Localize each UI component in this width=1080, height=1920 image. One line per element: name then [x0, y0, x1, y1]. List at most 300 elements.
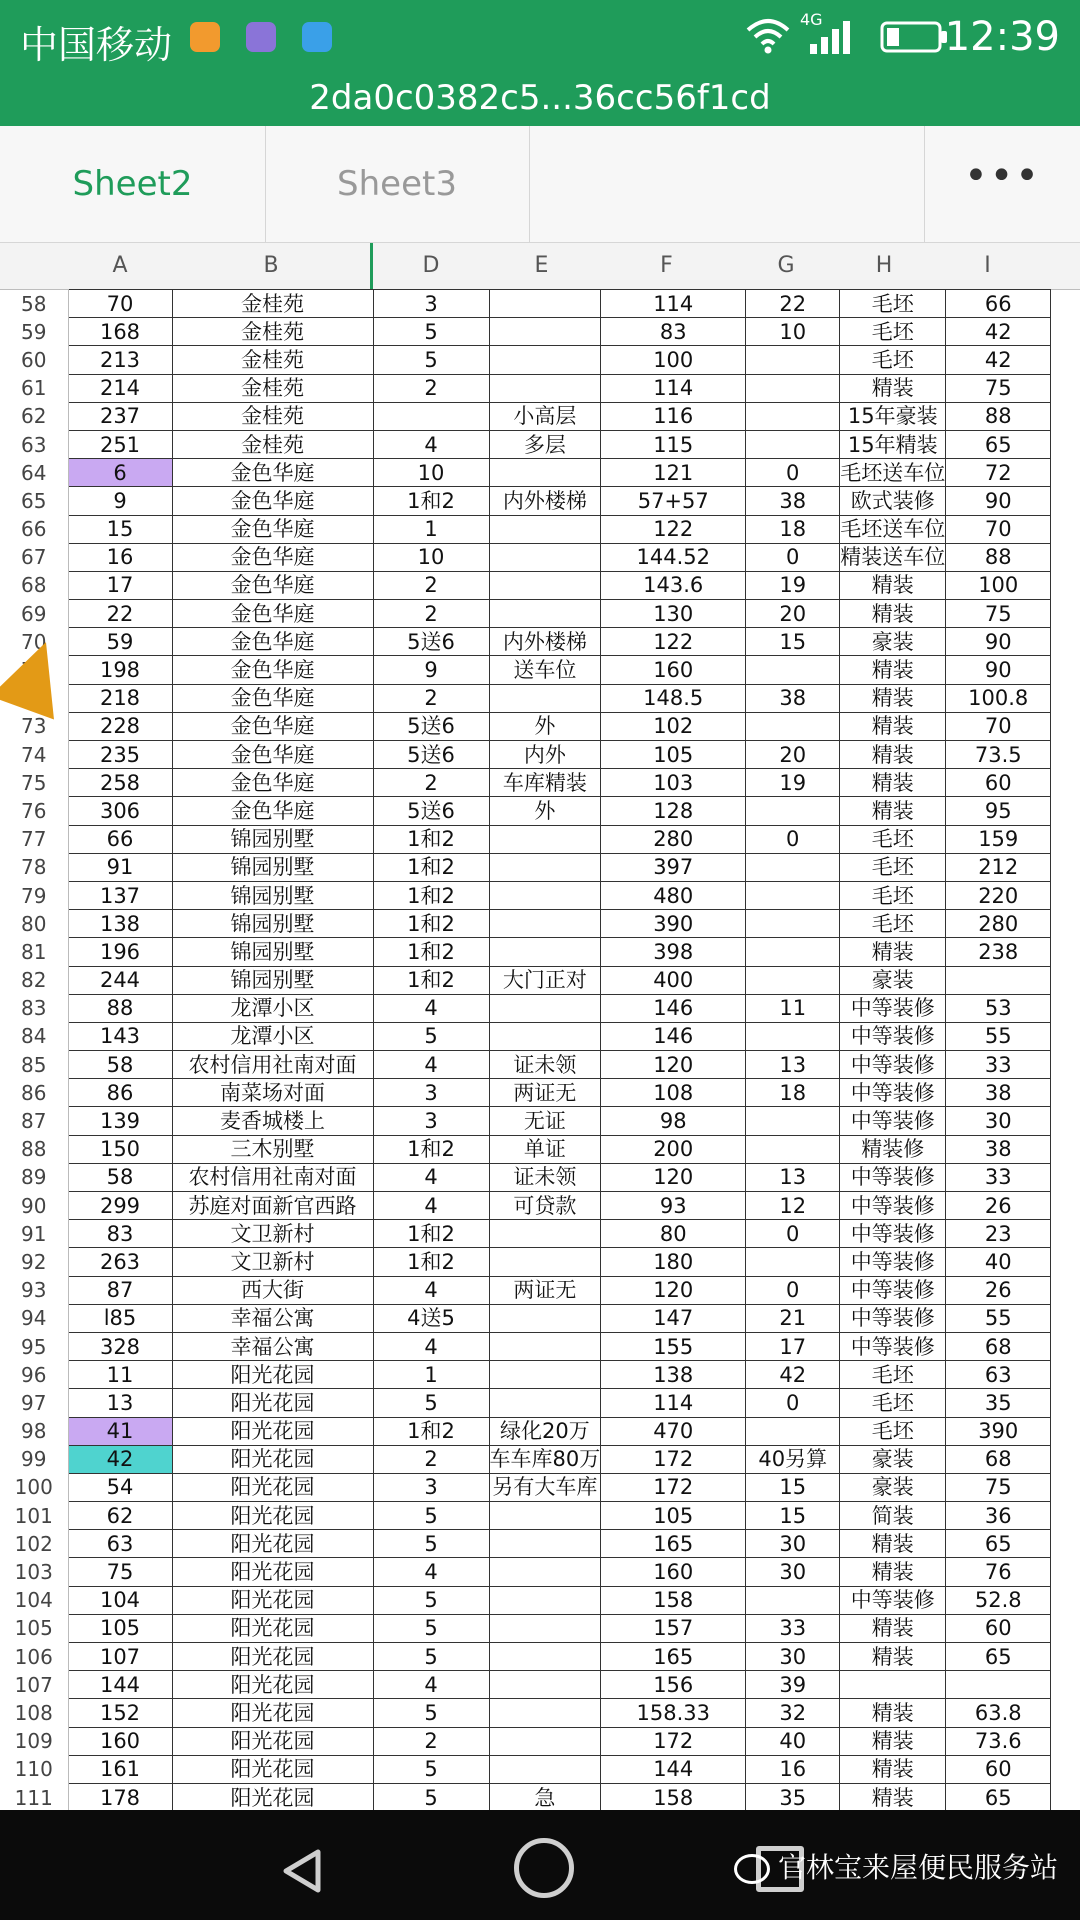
table-cell[interactable]: 阳光花园 — [172, 1783, 373, 1811]
table-cell[interactable] — [746, 966, 840, 994]
table-cell[interactable]: 87 — [68, 1276, 172, 1304]
table-cell[interactable]: 5 — [373, 346, 489, 374]
table-cell[interactable]: 2 — [373, 1445, 489, 1473]
column-header[interactable]: A — [112, 253, 128, 278]
table-cell[interactable]: 1 — [373, 1361, 489, 1389]
row-number[interactable]: 91 — [0, 1220, 68, 1248]
table-cell[interactable]: 麦香城楼上 — [172, 1107, 373, 1135]
table-cell[interactable]: 161 — [68, 1755, 172, 1783]
row-number[interactable]: 101 — [0, 1502, 68, 1530]
table-cell[interactable]: 108 — [601, 1079, 746, 1107]
table-cell[interactable] — [746, 797, 840, 825]
table-cell[interactable]: 精装送车位 — [840, 543, 946, 571]
table-cell[interactable]: 锦园别墅 — [172, 910, 373, 938]
table-cell[interactable]: 金色华庭 — [172, 459, 373, 487]
table-cell[interactable]: 38 — [946, 1079, 1051, 1107]
table-cell[interactable]: 5 — [373, 1389, 489, 1417]
table-cell[interactable]: 66 — [946, 290, 1051, 318]
table-cell[interactable]: 15 — [68, 515, 172, 543]
table-cell[interactable]: 58 — [68, 1163, 172, 1191]
table-cell[interactable]: 1和2 — [373, 910, 489, 938]
table-cell[interactable]: 35 — [746, 1783, 840, 1811]
table-cell[interactable]: 30 — [746, 1530, 840, 1558]
table-cell[interactable]: 精装 — [840, 797, 946, 825]
table-cell[interactable]: 3 — [373, 1473, 489, 1501]
table-cell[interactable]: 毛坯 — [840, 1417, 946, 1445]
table-cell[interactable]: 文卫新村 — [172, 1248, 373, 1276]
table-cell[interactable] — [489, 600, 601, 628]
table-cell[interactable]: 5 — [373, 1643, 489, 1671]
row-number[interactable]: 98 — [0, 1417, 68, 1445]
table-cell[interactable]: 阳光花园 — [172, 1389, 373, 1417]
table-cell[interactable]: 0 — [746, 459, 840, 487]
table-cell[interactable]: 100 — [601, 346, 746, 374]
table-cell[interactable]: 470 — [601, 1417, 746, 1445]
table-cell[interactable]: 212 — [946, 853, 1051, 881]
table-cell[interactable]: 2 — [373, 769, 489, 797]
row-number[interactable]: 76 — [0, 797, 68, 825]
table-cell[interactable] — [489, 1530, 601, 1558]
table-cell[interactable]: 83 — [601, 318, 746, 346]
row-number[interactable]: 71 — [0, 656, 68, 684]
table-cell[interactable]: 137 — [68, 881, 172, 909]
table-cell[interactable]: 196 — [68, 938, 172, 966]
table-cell[interactable]: 20 — [746, 600, 840, 628]
table-cell[interactable]: 金色华庭 — [172, 600, 373, 628]
more-options-button[interactable]: ••• — [924, 126, 1080, 242]
table-cell[interactable]: 263 — [68, 1248, 172, 1276]
table-cell[interactable]: 金色华庭 — [172, 571, 373, 599]
table-cell[interactable]: 内外楼梯 — [489, 487, 601, 515]
table-cell[interactable]: 2 — [373, 374, 489, 402]
table-cell[interactable]: 158 — [601, 1586, 746, 1614]
table-cell[interactable]: 40 — [746, 1727, 840, 1755]
table-cell[interactable]: 38 — [746, 487, 840, 515]
row-number[interactable]: 107 — [0, 1671, 68, 1699]
table-cell[interactable]: 10 — [746, 318, 840, 346]
table-cell[interactable]: 90 — [946, 487, 1051, 515]
table-cell[interactable]: 65 — [946, 1783, 1051, 1811]
table-cell[interactable]: 毛坯送车位 — [840, 459, 946, 487]
table-cell[interactable]: 南菜场对面 — [172, 1079, 373, 1107]
row-number[interactable]: 88 — [0, 1135, 68, 1163]
row-number[interactable]: 77 — [0, 825, 68, 853]
table-cell[interactable]: 158 — [601, 1783, 746, 1811]
table-cell[interactable]: 75 — [946, 1473, 1051, 1501]
table-cell[interactable]: 17 — [746, 1332, 840, 1360]
table-cell[interactable]: 165 — [601, 1530, 746, 1558]
table-cell[interactable]: 120 — [601, 1276, 746, 1304]
table-cell[interactable]: 豪装 — [840, 1445, 946, 1473]
table-cell[interactable]: 160 — [601, 656, 746, 684]
table-cell[interactable]: 19 — [746, 571, 840, 599]
table-cell[interactable]: 1和2 — [373, 1135, 489, 1163]
table-cell[interactable]: 144 — [601, 1755, 746, 1783]
table-cell[interactable] — [746, 430, 840, 458]
table-cell[interactable]: 39 — [746, 1671, 840, 1699]
row-number[interactable]: 65 — [0, 487, 68, 515]
table-cell[interactable] — [489, 910, 601, 938]
table-cell[interactable]: 金色华庭 — [172, 543, 373, 571]
table-cell[interactable]: 5送6 — [373, 797, 489, 825]
table-cell[interactable]: 10 — [373, 459, 489, 487]
table-cell[interactable]: 398 — [601, 938, 746, 966]
row-number[interactable]: 66 — [0, 515, 68, 543]
table-cell[interactable]: 多层 — [489, 430, 601, 458]
row-number[interactable]: 111 — [0, 1783, 68, 1811]
table-cell[interactable]: 280 — [601, 825, 746, 853]
table-cell[interactable]: 160 — [601, 1558, 746, 1586]
row-number[interactable]: 60 — [0, 346, 68, 374]
table-cell[interactable]: 13 — [746, 1163, 840, 1191]
table-cell[interactable]: 100.8 — [946, 684, 1051, 712]
column-header[interactable]: B — [263, 253, 279, 278]
table-cell[interactable]: 258 — [68, 769, 172, 797]
table-cell[interactable]: 138 — [68, 910, 172, 938]
row-number[interactable]: 63 — [0, 430, 68, 458]
table-cell[interactable]: 毛坯 — [840, 825, 946, 853]
column-header[interactable]: I — [984, 253, 991, 278]
table-cell[interactable]: 75 — [946, 600, 1051, 628]
table-cell[interactable]: 西大街 — [172, 1276, 373, 1304]
table-cell[interactable]: 214 — [68, 374, 172, 402]
table-cell[interactable]: 4 — [373, 1558, 489, 1586]
table-cell[interactable]: 157 — [601, 1614, 746, 1642]
table-cell[interactable]: 4送5 — [373, 1304, 489, 1332]
table-cell[interactable]: 42 — [946, 318, 1051, 346]
table-cell[interactable]: 中等装修 — [840, 1192, 946, 1220]
table-cell[interactable]: 4 — [373, 994, 489, 1022]
table-cell[interactable] — [489, 318, 601, 346]
row-number[interactable]: 106 — [0, 1643, 68, 1671]
table-cell[interactable] — [489, 1389, 601, 1417]
row-number[interactable]: 94 — [0, 1304, 68, 1332]
table-cell[interactable]: 299 — [68, 1192, 172, 1220]
table-cell[interactable]: 103 — [601, 769, 746, 797]
table-cell[interactable]: 122 — [601, 515, 746, 543]
table-cell[interactable]: 1和2 — [373, 1417, 489, 1445]
table-cell[interactable]: 精装 — [840, 1643, 946, 1671]
table-cell[interactable]: 阳光花园 — [172, 1473, 373, 1501]
table-cell[interactable]: 38 — [746, 684, 840, 712]
row-number[interactable]: 90 — [0, 1192, 68, 1220]
table-cell[interactable]: 93 — [601, 1192, 746, 1220]
table-cell[interactable]: 400 — [601, 966, 746, 994]
table-cell[interactable]: 114 — [601, 374, 746, 402]
table-cell[interactable]: 16 — [746, 1755, 840, 1783]
table-cell[interactable]: 中等装修 — [840, 1079, 946, 1107]
row-number[interactable]: 62 — [0, 402, 68, 430]
table-cell[interactable]: 农村信用社南对面 — [172, 1163, 373, 1191]
table-cell[interactable]: 105 — [601, 1502, 746, 1530]
table-cell[interactable]: 1 — [373, 515, 489, 543]
table-cell[interactable]: 4 — [373, 1051, 489, 1079]
table-cell[interactable]: 220 — [946, 881, 1051, 909]
table-cell[interactable]: 精装 — [840, 684, 946, 712]
table-cell[interactable] — [489, 1304, 601, 1332]
table-cell[interactable] — [489, 1558, 601, 1586]
table-cell[interactable]: 198 — [68, 656, 172, 684]
table-cell[interactable]: 毛坯 — [840, 910, 946, 938]
table-cell[interactable]: 两证无 — [489, 1079, 601, 1107]
table-cell[interactable]: 91 — [68, 853, 172, 881]
table-cell[interactable] — [946, 1671, 1051, 1699]
row-number[interactable]: 58 — [0, 290, 68, 318]
table-cell[interactable]: 172 — [601, 1445, 746, 1473]
table-cell[interactable]: 内外楼梯 — [489, 628, 601, 656]
table-cell[interactable]: 5 — [373, 1502, 489, 1530]
table-cell[interactable]: 11 — [746, 994, 840, 1022]
row-number[interactable]: 92 — [0, 1248, 68, 1276]
table-cell[interactable]: 精装 — [840, 769, 946, 797]
table-cell[interactable]: 68 — [946, 1445, 1051, 1473]
table-cell[interactable]: 54 — [68, 1473, 172, 1501]
column-header[interactable]: E — [534, 253, 549, 278]
table-cell[interactable]: 可贷款 — [489, 1192, 601, 1220]
row-number[interactable]: 96 — [0, 1361, 68, 1389]
table-cell[interactable]: 68 — [946, 1332, 1051, 1360]
table-cell[interactable]: 36 — [946, 1502, 1051, 1530]
table-cell[interactable] — [489, 1614, 601, 1642]
table-cell[interactable] — [489, 1022, 601, 1050]
table-cell[interactable]: 52.8 — [946, 1586, 1051, 1614]
row-number[interactable]: 99 — [0, 1445, 68, 1473]
table-cell[interactable]: 精装 — [840, 374, 946, 402]
table-cell[interactable]: 390 — [946, 1417, 1051, 1445]
table-cell[interactable]: 精装修 — [840, 1135, 946, 1163]
table-cell[interactable]: 5送6 — [373, 741, 489, 769]
table-cell[interactable]: 急 — [489, 1783, 601, 1811]
table-cell[interactable]: 精装 — [840, 1530, 946, 1558]
table-cell[interactable] — [489, 825, 601, 853]
table-cell[interactable]: 172 — [601, 1473, 746, 1501]
row-number[interactable]: 68 — [0, 571, 68, 599]
table-cell[interactable]: 165 — [601, 1643, 746, 1671]
table-cell[interactable]: 306 — [68, 797, 172, 825]
table-cell[interactable]: 104 — [68, 1586, 172, 1614]
table-cell[interactable] — [746, 1022, 840, 1050]
table-cell[interactable] — [746, 938, 840, 966]
back-icon[interactable] — [278, 1846, 328, 1896]
table-cell[interactable]: 中等装修 — [840, 1248, 946, 1276]
table-cell[interactable]: 228 — [68, 712, 172, 740]
table-cell[interactable] — [489, 1671, 601, 1699]
table-cell[interactable] — [489, 1502, 601, 1530]
table-cell[interactable]: 158.33 — [601, 1699, 746, 1727]
table-cell[interactable]: 精装 — [840, 1783, 946, 1811]
table-cell[interactable]: 23 — [946, 1220, 1051, 1248]
table-cell[interactable]: 30 — [946, 1107, 1051, 1135]
table-cell[interactable]: 146 — [601, 1022, 746, 1050]
table-cell[interactable]: 金色华庭 — [172, 797, 373, 825]
row-number[interactable]: 103 — [0, 1558, 68, 1586]
row-number[interactable]: 67 — [0, 543, 68, 571]
table-cell[interactable]: 2 — [373, 571, 489, 599]
table-cell[interactable]: 文卫新村 — [172, 1220, 373, 1248]
table-cell[interactable] — [746, 1135, 840, 1163]
table-cell[interactable]: l85 — [68, 1304, 172, 1332]
table-cell[interactable]: 16 — [68, 543, 172, 571]
table-cell[interactable]: 148.5 — [601, 684, 746, 712]
table-cell[interactable]: 155 — [601, 1332, 746, 1360]
table-cell[interactable]: 105 — [601, 741, 746, 769]
table-cell[interactable]: 6 — [68, 459, 172, 487]
row-number[interactable]: 89 — [0, 1163, 68, 1191]
table-cell[interactable]: 75 — [946, 374, 1051, 402]
table-cell[interactable]: 1和2 — [373, 487, 489, 515]
table-cell[interactable]: 幸福公寓 — [172, 1304, 373, 1332]
table-cell[interactable]: 12 — [746, 1192, 840, 1220]
table-cell[interactable]: 0 — [746, 825, 840, 853]
table-cell[interactable]: 5送6 — [373, 712, 489, 740]
table-cell[interactable]: 5 — [373, 1614, 489, 1642]
table-cell[interactable]: 金桂苑 — [172, 346, 373, 374]
table-cell[interactable]: 138 — [601, 1361, 746, 1389]
row-number[interactable]: 78 — [0, 853, 68, 881]
table-cell[interactable]: 幸福公寓 — [172, 1332, 373, 1360]
row-number[interactable]: 79 — [0, 881, 68, 909]
table-cell[interactable] — [746, 1417, 840, 1445]
table-cell[interactable] — [489, 1361, 601, 1389]
table-cell[interactable]: 0 — [746, 543, 840, 571]
table-cell[interactable] — [489, 1220, 601, 1248]
table-cell[interactable]: 42 — [746, 1361, 840, 1389]
table-cell[interactable]: 大门正对 — [489, 966, 601, 994]
table-cell[interactable] — [746, 881, 840, 909]
table-cell[interactable]: 20 — [746, 741, 840, 769]
column-header[interactable]: G — [777, 253, 795, 278]
table-cell[interactable]: 90 — [946, 628, 1051, 656]
table-cell[interactable] — [946, 966, 1051, 994]
row-number[interactable]: 109 — [0, 1727, 68, 1755]
row-number[interactable]: 59 — [0, 318, 68, 346]
table-cell[interactable]: 1和2 — [373, 1248, 489, 1276]
table-cell[interactable]: 阳光花园 — [172, 1614, 373, 1642]
table-cell[interactable]: 26 — [946, 1276, 1051, 1304]
row-number[interactable]: 93 — [0, 1276, 68, 1304]
table-cell[interactable]: 100 — [946, 571, 1051, 599]
row-number[interactable]: 97 — [0, 1389, 68, 1417]
table-cell[interactable]: 65 — [946, 1530, 1051, 1558]
table-cell[interactable] — [489, 571, 601, 599]
table-cell[interactable]: 65 — [946, 1643, 1051, 1671]
table-cell[interactable]: 88 — [946, 402, 1051, 430]
table-cell[interactable]: 328 — [68, 1332, 172, 1360]
table-cell[interactable]: 金色华庭 — [172, 656, 373, 684]
table-cell[interactable]: 证未领 — [489, 1051, 601, 1079]
table-cell[interactable]: 精装 — [840, 1699, 946, 1727]
row-number[interactable]: 104 — [0, 1586, 68, 1614]
table-cell[interactable]: 外 — [489, 712, 601, 740]
table-cell[interactable] — [489, 938, 601, 966]
table-cell[interactable]: 阳光花园 — [172, 1417, 373, 1445]
table-cell[interactable]: 41 — [68, 1417, 172, 1445]
table-cell[interactable]: 精装 — [840, 741, 946, 769]
table-cell[interactable]: 内外 — [489, 741, 601, 769]
table-cell[interactable]: 152 — [68, 1699, 172, 1727]
table-cell[interactable]: 10 — [373, 543, 489, 571]
table-cell[interactable]: 锦园别墅 — [172, 825, 373, 853]
table-cell[interactable]: 阳光花园 — [172, 1530, 373, 1558]
table-cell[interactable]: 9 — [68, 487, 172, 515]
table-cell[interactable]: 30 — [746, 1643, 840, 1671]
table-cell[interactable]: 中等装修 — [840, 1163, 946, 1191]
row-number[interactable]: 64 — [0, 459, 68, 487]
table-cell[interactable]: 金桂苑 — [172, 318, 373, 346]
table-cell[interactable]: 绿化20万 — [489, 1417, 601, 1445]
table-cell[interactable]: 龙潭小区 — [172, 994, 373, 1022]
table-cell[interactable]: 218 — [68, 684, 172, 712]
table-cell[interactable]: 30 — [746, 1558, 840, 1586]
table-cell[interactable] — [489, 459, 601, 487]
table-cell[interactable]: 120 — [601, 1051, 746, 1079]
table-cell[interactable]: 锦园别墅 — [172, 966, 373, 994]
row-number[interactable]: 70 — [0, 628, 68, 656]
table-cell[interactable]: 金色华庭 — [172, 712, 373, 740]
table-cell[interactable]: 中等装修 — [840, 1107, 946, 1135]
table-cell[interactable]: 5 — [373, 1530, 489, 1558]
table-cell[interactable]: 毛坯 — [840, 290, 946, 318]
table-cell[interactable] — [746, 374, 840, 402]
table-cell[interactable]: 阳光花园 — [172, 1671, 373, 1699]
table-cell[interactable]: 精装 — [840, 1614, 946, 1642]
table-cell[interactable]: 146 — [601, 994, 746, 1022]
table-cell[interactable]: 毛坯 — [840, 346, 946, 374]
row-number[interactable]: 85 — [0, 1051, 68, 1079]
table-cell[interactable]: 金色华庭 — [172, 515, 373, 543]
table-cell[interactable]: 中等装修 — [840, 1586, 946, 1614]
table-cell[interactable]: 98 — [601, 1107, 746, 1135]
table-cell[interactable] — [746, 910, 840, 938]
table-cell[interactable]: 65 — [946, 430, 1051, 458]
table-cell[interactable]: 阳光花园 — [172, 1755, 373, 1783]
table-cell[interactable]: 160 — [68, 1727, 172, 1755]
table-cell[interactable] — [489, 346, 601, 374]
table-cell[interactable]: 精装 — [840, 1755, 946, 1783]
table-cell[interactable]: 73.5 — [946, 741, 1051, 769]
table-cell[interactable]: 60 — [946, 769, 1051, 797]
table-cell[interactable]: 豪装 — [840, 966, 946, 994]
table-cell[interactable]: 3 — [373, 1107, 489, 1135]
table-cell[interactable]: 115 — [601, 430, 746, 458]
row-number[interactable]: 82 — [0, 966, 68, 994]
table-cell[interactable]: 15年精装 — [840, 430, 946, 458]
table-cell[interactable]: 金桂苑 — [172, 402, 373, 430]
table-cell[interactable]: 金桂苑 — [172, 290, 373, 318]
table-cell[interactable]: 毛坯 — [840, 1389, 946, 1417]
table-cell[interactable] — [489, 1699, 601, 1727]
table-cell[interactable]: 金色华庭 — [172, 769, 373, 797]
table-cell[interactable]: 60 — [946, 1755, 1051, 1783]
table-cell[interactable]: 38 — [946, 1135, 1051, 1163]
table-cell[interactable]: 车车库80万 — [489, 1445, 601, 1473]
tab-sheet2[interactable]: Sheet2 — [0, 126, 266, 242]
table-cell[interactable]: 毛坯 — [840, 318, 946, 346]
table-cell[interactable] — [489, 1248, 601, 1276]
table-cell[interactable]: 114 — [601, 290, 746, 318]
table-cell[interactable]: 毛坯 — [840, 881, 946, 909]
row-number[interactable]: 100 — [0, 1473, 68, 1501]
table-cell[interactable]: 168 — [68, 318, 172, 346]
table-cell[interactable]: 150 — [68, 1135, 172, 1163]
table-cell[interactable]: 豪装 — [840, 628, 946, 656]
table-cell[interactable] — [489, 1755, 601, 1783]
table-cell[interactable]: 15年豪装 — [840, 402, 946, 430]
table-cell[interactable]: 58 — [68, 1051, 172, 1079]
spreadsheet-grid[interactable] — [0, 289, 1080, 1810]
table-cell[interactable]: 280 — [946, 910, 1051, 938]
row-number[interactable]: 72 — [0, 684, 68, 712]
